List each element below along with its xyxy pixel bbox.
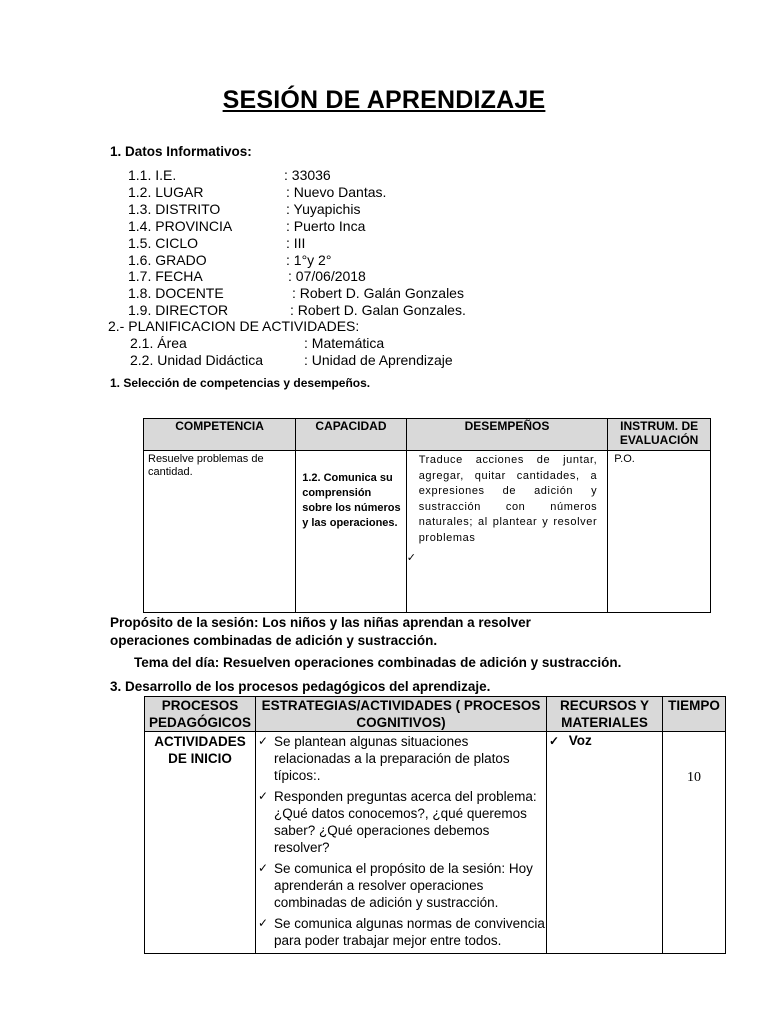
activity-text: Se comunica algunas normas de convivencia para poder trabajar mejor entre todos. (274, 916, 545, 948)
process-table (144, 696, 726, 954)
info-value: : 33036 (284, 167, 331, 183)
info-label: 1.6. GRADO (128, 251, 207, 268)
activity-text: Se comunica el propósito de la sesión: Hoy aprenderán a resolver operaciones combinadas de adición y sustracción. (274, 861, 533, 910)
info-value: : Robert D. Galán Gonzales (292, 285, 464, 302)
planning-label: 2.1. Área (130, 335, 187, 351)
cell-process: ACTIVIDADES DE INICIO (145, 732, 256, 954)
activity-text: Se plantean algunas situaciones relacionadas a la preparación de platos típicos:. (274, 734, 510, 783)
cell-desempenos (406, 451, 608, 613)
info-label: 1.3. DISTRITO (128, 200, 221, 217)
cell-capacidad (296, 451, 407, 613)
info-label: 1.1. I.E. (128, 167, 177, 183)
session-purpose: Propósito de la sesión: Los niños y las niñas aprendan a resolver operaciones combinadas de adición y sustracción. (110, 615, 531, 648)
info-label: 1.8. DOCENTE (128, 285, 224, 302)
info-value: : 07/06/2018 (288, 268, 366, 285)
header-instrumento: INSTRUM. DE EVALUACIÓN (608, 419, 711, 451)
info-value: : Puerto Inca (286, 217, 366, 234)
checkmark-icon: ✓ (406, 552, 416, 564)
info-label: 1.4. PROVINCIA (128, 217, 233, 234)
topic-of-day: Tema del día: Resuelven operaciones combinadas de adición y sustracción. (134, 655, 622, 670)
info-label: 1.5. CICLO (128, 234, 199, 251)
info-value: : III (286, 234, 306, 251)
info-label: 1.9. DIRECTOR (128, 302, 229, 319)
section-desarrollo: 3. Desarrollo de los procesos pedagógicos del aprendizaje. (110, 679, 491, 694)
info-value: : Yuyapichis (286, 200, 361, 217)
header-competencia: COMPETENCIA (144, 419, 296, 451)
section-planificacion: 2.- PLANIFICACION DE ACTIVIDADES: (108, 318, 360, 334)
header-capacidad: CAPACIDAD (296, 419, 407, 451)
cell-resources (547, 732, 663, 954)
info-value: : Nuevo Dantas. (286, 183, 387, 200)
checkmark-icon: ✓ (258, 734, 269, 748)
capacidad-text: 1.2. Comunica su comprensión sobre los números y las operaciones. (302, 472, 401, 529)
info-value: : 1°y 2° (286, 251, 332, 268)
cell-competencia: Resuelve problemas de cantidad. (144, 451, 296, 613)
info-value: : Robert D. Galan Gonzales. (290, 302, 466, 319)
document-title: SESIÓN DE APRENDIZAJE (222, 86, 546, 114)
desempenos-text: Traduce acciones de juntar, agregar, quitar cantidades, a expresiones de adición y sustracción con números naturales; al plantear y resolver problemas (418, 454, 598, 544)
cell-activities (256, 732, 547, 954)
competency-table (143, 418, 711, 613)
header-desempenos: DESEMPEÑOS (406, 419, 608, 451)
checkmark-icon: ✓ (258, 861, 269, 875)
cell-time: 10 (663, 732, 726, 954)
planning-value: : Unidad de Aprendizaje (304, 352, 453, 368)
cell-instrumento: P.O. (608, 451, 711, 613)
header-recursos: RECURSOS Y MATERIALES (547, 697, 663, 732)
checkmark-icon: ✓ (258, 916, 269, 930)
activity-text: Responden preguntas acerca del problema: ¿Qué datos conocemos?, ¿qué queremos saber? ¿Qué operaciones debemos resolver? (274, 789, 537, 855)
section-datos-informativos: 1. Datos Informativos: (110, 144, 252, 159)
header-estrategias: ESTRATEGIAS/ACTIVIDADES ( PROCESOS COGNITIVOS) (256, 697, 547, 732)
activity-item (256, 860, 546, 911)
activity-item (256, 733, 546, 784)
planning-label: 2.2. Unidad Didáctica (130, 352, 264, 368)
info-label: 1.2. LUGAR (128, 183, 204, 200)
header-tiempo: TIEMPO (663, 697, 726, 732)
activity-item (256, 915, 546, 949)
planning-value: : Matemática (304, 335, 385, 351)
activities-list (256, 733, 546, 949)
section-seleccion: 1. Selección de competencias y desempeños. (110, 376, 371, 390)
activity-item (256, 788, 546, 856)
info-label: 1.7. FECHA (128, 268, 203, 285)
checkmark-icon: ✓ (258, 789, 269, 803)
checkmark-icon: ✓ (549, 734, 560, 748)
header-procesos: PROCESOS PEDAGÓGICOS (145, 697, 256, 732)
resource-text: Voz (568, 733, 592, 748)
